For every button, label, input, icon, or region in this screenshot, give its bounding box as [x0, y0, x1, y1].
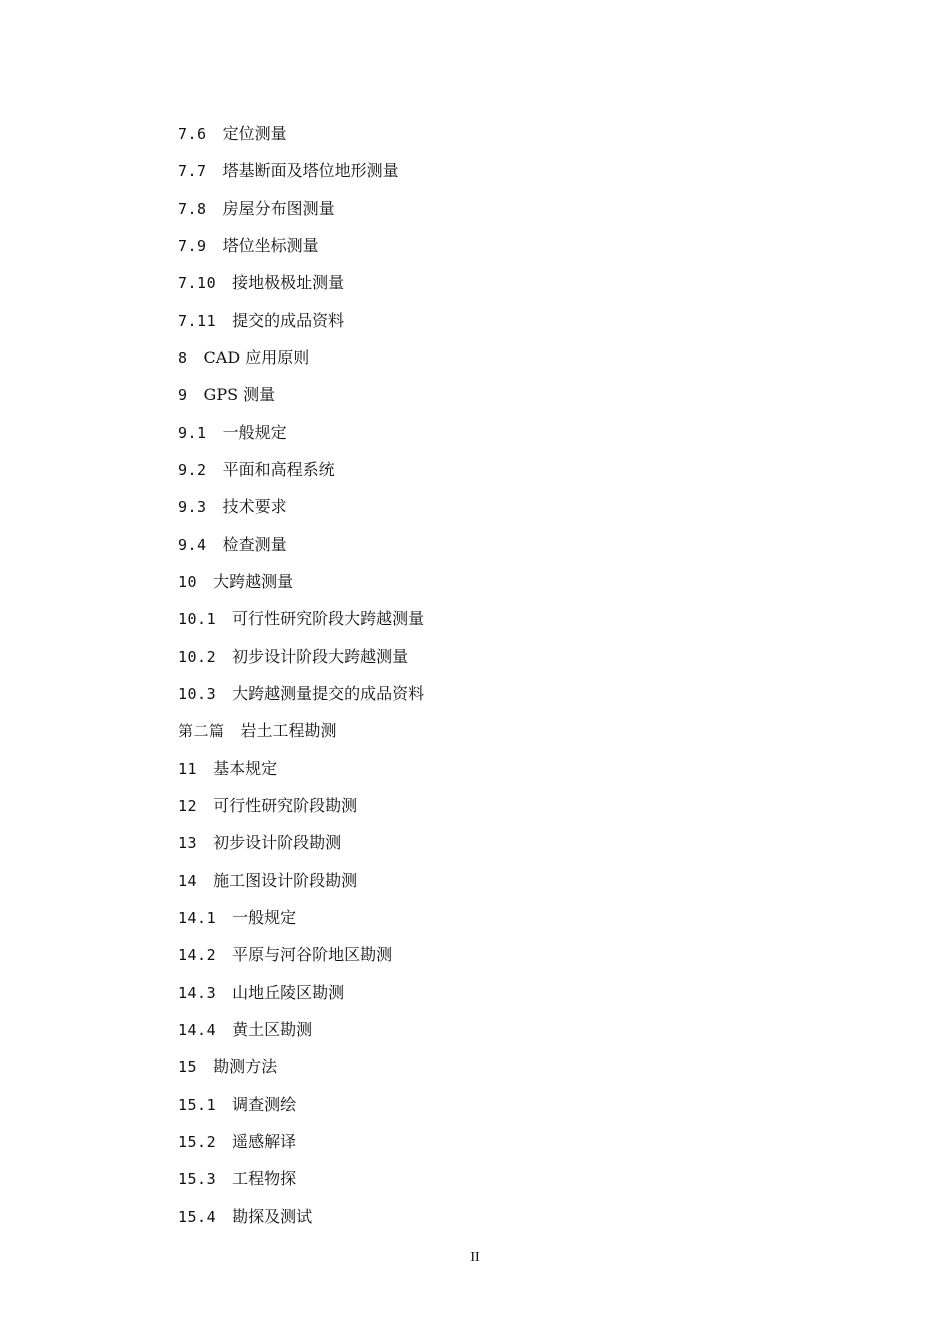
toc-number: 8 — [178, 348, 188, 367]
toc-number: 7.11 — [178, 311, 217, 330]
toc-number: 9.3 — [178, 498, 207, 517]
toc-label: 技术要求 — [222, 497, 287, 517]
toc-item[interactable] — [178, 160, 878, 197]
toc-number: 14.4 — [178, 1020, 217, 1039]
toc-number: 12 — [178, 796, 198, 815]
toc-item[interactable] — [178, 982, 878, 1019]
toc-number: 14.3 — [178, 983, 217, 1002]
toc-label: 可行性研究阶段大跨越测量 — [232, 609, 425, 629]
toc-item[interactable] — [178, 571, 878, 608]
toc-label: 山地丘陵区勘测 — [232, 982, 345, 1002]
toc-item[interactable] — [178, 720, 878, 757]
toc-label: 塔基断面及塔位地形测量 — [222, 161, 399, 181]
toc-number: 7.6 — [178, 125, 207, 143]
toc-number: 10.3 — [178, 684, 217, 703]
toc-number: 14.2 — [178, 946, 217, 965]
toc-label: 初步设计阶段大跨越测量 — [232, 646, 409, 666]
table-of-contents — [178, 123, 878, 1243]
toc-label: 基本规定 — [213, 758, 278, 778]
toc-item[interactable] — [178, 198, 878, 235]
toc-item[interactable] — [178, 1131, 878, 1168]
toc-number: 14.1 — [178, 908, 217, 927]
toc-item[interactable] — [178, 608, 878, 645]
toc-item[interactable] — [178, 496, 878, 533]
toc-item[interactable] — [178, 347, 878, 384]
toc-number: 10.1 — [178, 610, 217, 629]
toc-label: 一般规定 — [222, 422, 287, 442]
toc-item[interactable] — [178, 1094, 878, 1131]
toc-number: 15.3 — [178, 1170, 217, 1189]
toc-label: 勘探及测试 — [232, 1206, 313, 1226]
toc-item[interactable] — [178, 646, 878, 683]
toc-label: 平面和高程系统 — [222, 459, 335, 479]
toc-item[interactable] — [178, 683, 878, 720]
toc-item[interactable] — [178, 944, 878, 981]
toc-label: 可行性研究阶段勘测 — [213, 795, 358, 815]
toc-number: 第二篇 — [178, 722, 225, 741]
toc-number: 15.2 — [178, 1132, 217, 1151]
toc-number: 11 — [178, 759, 198, 778]
toc-number: 15.4 — [178, 1207, 217, 1226]
toc-label: 施工图设计阶段勘测 — [213, 870, 358, 890]
toc-item[interactable] — [178, 422, 878, 459]
toc-item[interactable] — [178, 384, 878, 421]
toc-number: 13 — [178, 834, 198, 853]
toc-item[interactable] — [178, 1019, 878, 1056]
toc-item[interactable] — [178, 1056, 878, 1093]
toc-label: 提交的成品资料 — [232, 310, 345, 330]
toc-item[interactable] — [178, 235, 878, 272]
toc-label: GPS 测量 — [203, 385, 276, 405]
toc-item[interactable] — [178, 832, 878, 869]
toc-number: 9.4 — [178, 535, 207, 554]
page-number: II — [470, 1250, 480, 1265]
toc-label: 定位测量 — [222, 124, 287, 143]
toc-number: 7.10 — [178, 274, 217, 293]
toc-item[interactable] — [178, 870, 878, 907]
toc-item[interactable] — [178, 795, 878, 832]
toc-item[interactable] — [178, 758, 878, 795]
toc-number: 10.2 — [178, 647, 217, 666]
toc-number: 7.9 — [178, 236, 207, 255]
toc-item[interactable] — [178, 534, 878, 571]
toc-item[interactable] — [178, 123, 878, 160]
toc-label: 勘测方法 — [213, 1057, 278, 1077]
toc-label: 检查测量 — [222, 534, 287, 554]
toc-label: 初步设计阶段勘测 — [213, 833, 342, 853]
toc-item[interactable] — [178, 1206, 878, 1243]
toc-number: 9 — [178, 386, 188, 405]
toc-label: 大跨越测量提交的成品资料 — [232, 683, 425, 703]
toc-item[interactable] — [178, 310, 878, 347]
toc-label: 工程物探 — [232, 1169, 297, 1189]
toc-item[interactable] — [178, 459, 878, 496]
toc-number: 10 — [178, 572, 198, 591]
toc-number: 9.1 — [178, 423, 207, 442]
toc-item[interactable] — [178, 272, 878, 309]
toc-number: 15.1 — [178, 1095, 217, 1114]
toc-number: 7.7 — [178, 162, 207, 181]
toc-number: 14 — [178, 871, 198, 890]
toc-label: 黄土区勘测 — [232, 1019, 313, 1039]
toc-label: 塔位坐标测量 — [222, 235, 319, 255]
toc-label: 房屋分布图测量 — [222, 198, 335, 218]
toc-label: 接地极极址测量 — [232, 273, 345, 293]
toc-number: 15 — [178, 1058, 198, 1077]
toc-label: 岩土工程勘测 — [240, 721, 337, 741]
toc-label: 调查测绘 — [232, 1094, 297, 1114]
toc-item[interactable] — [178, 1168, 878, 1205]
toc-label: 大跨越测量 — [213, 571, 294, 591]
toc-label: CAD 应用原则 — [203, 347, 310, 367]
toc-number: 9.2 — [178, 460, 207, 479]
toc-number: 7.8 — [178, 199, 207, 218]
toc-label: 遥感解译 — [232, 1131, 297, 1151]
toc-label: 一般规定 — [232, 907, 297, 927]
toc-label: 平原与河谷阶地区勘测 — [232, 945, 393, 965]
toc-item[interactable] — [178, 907, 878, 944]
